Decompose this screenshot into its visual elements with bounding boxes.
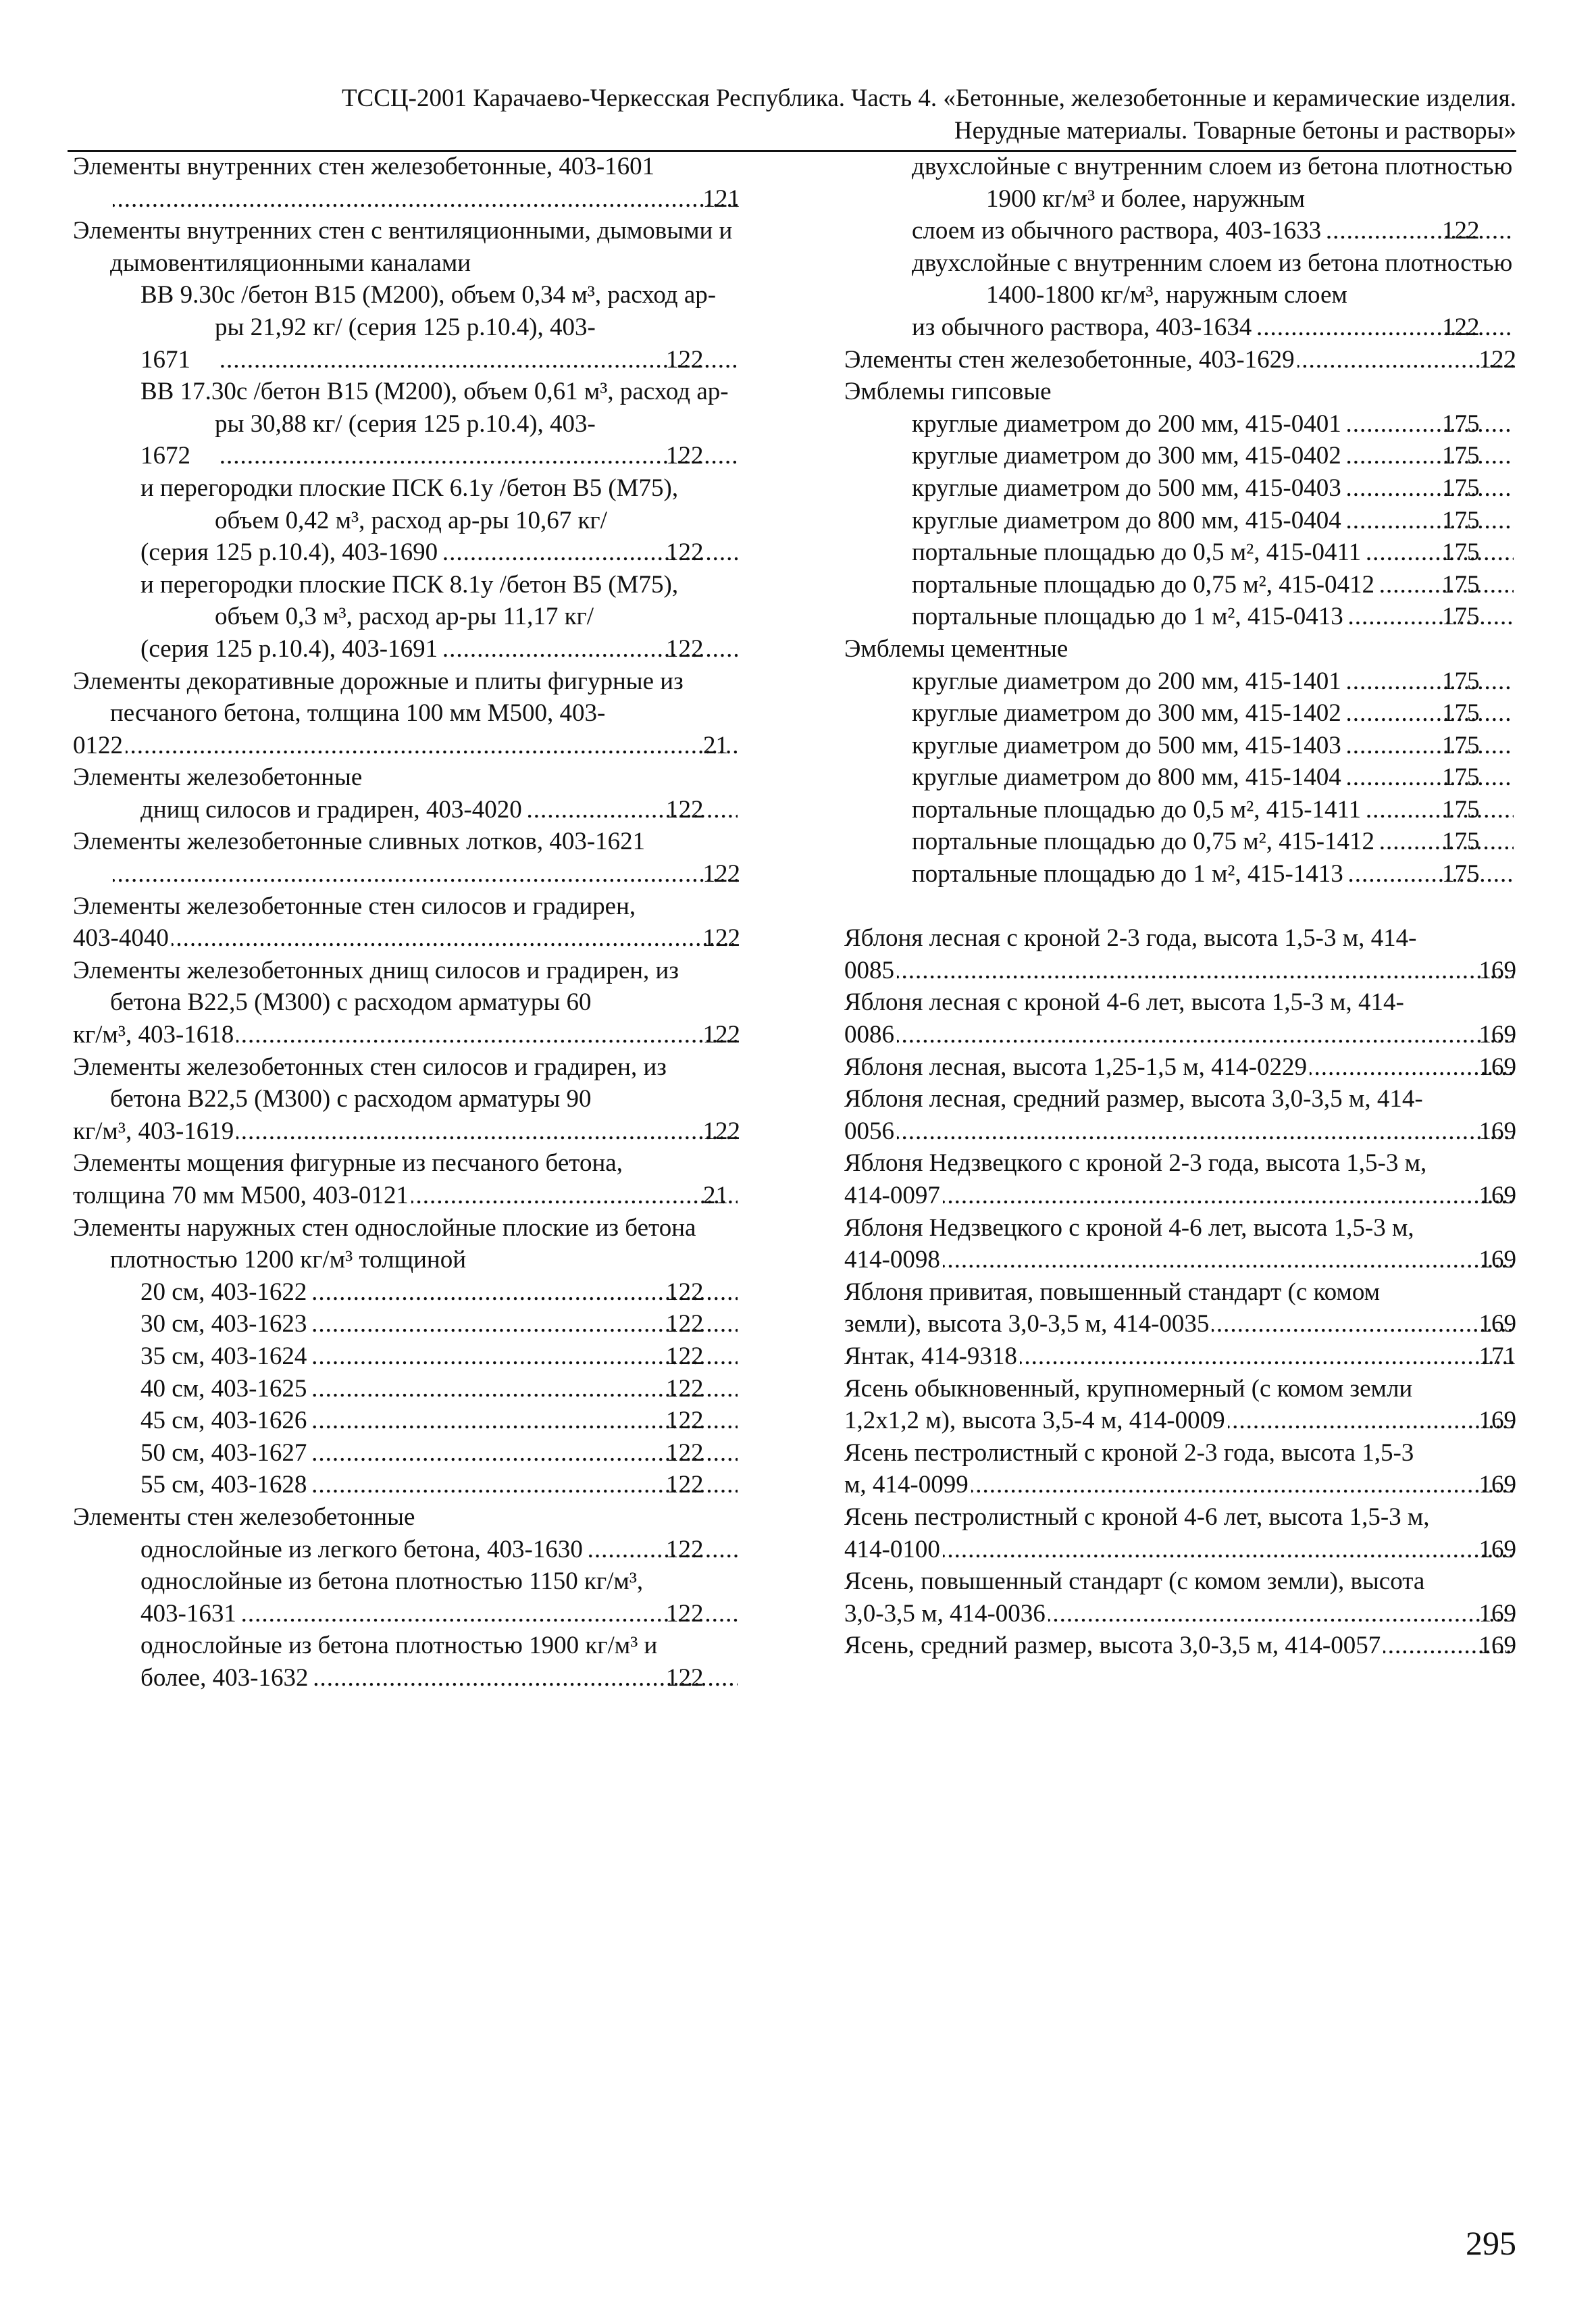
index-entry — [844, 1051, 1516, 1084]
entry-leader-line: портальные площадью до 1 м², 415-0413 ..... 175 — [986, 601, 1516, 633]
index-subentry — [73, 1534, 740, 1566]
dot-leader — [113, 183, 738, 216]
entry-leader-line: 55 см, 403-1628 ..... 122 — [215, 1469, 740, 1501]
entry-text-cont: 403-1631 — [140, 1599, 236, 1628]
page-ref: 169 — [1478, 956, 1516, 984]
entry-text: двухслойные с внутренним слоем из бетона плотностью 1400-1800 кг/м³, наружным слоем — [912, 249, 1513, 309]
index-subentry — [73, 1308, 740, 1340]
index-subentry — [73, 569, 740, 665]
entry-leader-line — [73, 1019, 740, 1051]
index-heading — [73, 761, 740, 794]
entry-text: Ясень, повышенный стандарт (с комом земли), высота — [844, 1567, 1425, 1596]
page-ref: 169 — [1478, 1182, 1516, 1209]
entry-text: Яблоня Недзвецкого с кроной 4-6 лет, высота 1,5-3 м, — [844, 1213, 1414, 1242]
entry-leader-line: (серия 125 р.10.4), 403-1690 ..... 122 — [215, 536, 740, 569]
entry-text: Элементы железобетонных стен силосов и градирен, из бетона В22,5 (М300) с расходом арматуры 90 — [73, 1053, 667, 1113]
entry-leader-line: портальные площадью до 0,5 м², 415-1411 ..... 175 — [986, 794, 1516, 826]
entry-text: 55 см, 403-1628 — [140, 1471, 307, 1499]
page-ref: 169 — [1478, 1471, 1516, 1499]
index-subentry — [73, 472, 740, 569]
entry-text-cont: 0086 — [844, 1021, 894, 1049]
entry-text: 30 см, 403-1623 — [140, 1310, 307, 1338]
index-entry — [844, 1373, 1516, 1437]
entry-leader-line: 50 см, 403-1627 ..... 122 — [215, 1437, 740, 1469]
dot-leader — [1344, 440, 1514, 472]
index-subentry — [844, 408, 1516, 441]
entry-leader-line — [110, 183, 740, 216]
index-entry — [844, 1565, 1516, 1630]
dot-leader — [897, 1019, 1514, 1051]
dot-leader — [1020, 1340, 1514, 1373]
entry-text-cont: 0085 — [844, 956, 894, 984]
running-header-line1: ТССЦ-2001 Карачаево-Черкесская Республика. Часть 4. «Бетонные, железобетонные и керамические изделия. — [341, 84, 1516, 112]
entry-leader-line: круглые диаметром до 200 мм, 415-0401 ..... 175 — [986, 408, 1516, 441]
page-number: 295 — [1466, 2224, 1516, 2262]
dot-leader — [1344, 761, 1514, 794]
entry-text: Элементы декоративные дорожные и плиты фигурные из песчаного бетона, толщина 100 мм М500, 403- — [73, 667, 684, 728]
dot-leader — [971, 1469, 1514, 1501]
page-ref: 122 — [702, 1117, 740, 1145]
page-ref: 121 — [702, 184, 740, 213]
page-ref: 169 — [1478, 1632, 1516, 1660]
dot-leader — [1344, 505, 1514, 537]
dot-leader — [1344, 665, 1514, 698]
index-subentry — [844, 858, 1516, 890]
index-subentry — [73, 1340, 740, 1373]
entry-leader-line: 30 см, 403-1623 ..... 122 — [215, 1308, 740, 1340]
dot-leader — [1346, 601, 1514, 633]
entry-text-cont: 0122 — [73, 731, 123, 759]
dot-leader — [217, 344, 738, 376]
index-entry — [844, 1501, 1516, 1565]
dot-leader — [1364, 536, 1514, 569]
entry-leader-line: круглые диаметром до 800 мм, 415-0404 ..... 175 — [986, 505, 1516, 537]
dot-leader — [1364, 794, 1514, 826]
index-heading — [73, 215, 740, 279]
index-subentry — [844, 247, 1516, 344]
entry-leader-line: 20 см, 403-1622 ..... 122 — [215, 1276, 740, 1309]
entry-text: Элементы стен железобетонные — [73, 1503, 415, 1531]
entry-text: круглые диаметром до 200 мм, 415-1401 — [912, 667, 1341, 695]
entry-leader-line: круглые диаметром до 800 мм, 415-1404 ..... 175 — [986, 761, 1516, 794]
entry-text: и перегородки плоские ПСК 6.1у /бетон В5 (М75), объем 0,42 м³, расход ар-ры 10,67 кг/ — [140, 474, 679, 534]
entry-leader-line — [73, 1115, 740, 1148]
dot-leader — [1344, 408, 1514, 441]
index-subentry — [844, 730, 1516, 762]
entry-leader-line: круглые диаметром до 300 мм, 415-1402 ..... 175 — [986, 697, 1516, 730]
dot-leader — [897, 955, 1514, 987]
entry-text: Янтак, 414-9318 — [844, 1342, 1017, 1370]
index-heading — [844, 633, 1516, 665]
entry-text-cont: 3,0-3,5 м, 414-0036 — [844, 1599, 1046, 1628]
entry-text-cont: 414-0100 — [844, 1535, 940, 1563]
entry-text: Яблоня привитая, повышенный стандарт (с комом — [844, 1278, 1381, 1306]
dot-leader — [217, 440, 738, 472]
entry-text-cont: 414-0098 — [844, 1246, 940, 1274]
index-entry — [844, 1212, 1516, 1276]
entry-leader-line: днищ силосов и градирен, 403-4020 ..... 122 — [215, 794, 740, 826]
entry-leader-line — [844, 1308, 1516, 1340]
index-entry — [844, 922, 1516, 986]
page-ref: 122 — [1478, 345, 1516, 374]
entry-text-cont: 0056 — [844, 1117, 894, 1145]
entry-leader-line: 35 см, 403-1624 ..... 122 — [215, 1340, 740, 1373]
index-entry — [73, 151, 740, 215]
entry-leader-line: портальные площадью до 0,75 м², 415-1412 ..... 175 — [986, 826, 1516, 858]
entry-text: портальные площадью до 1 м², 415-1413 — [912, 860, 1343, 888]
entry-leader-line — [844, 1051, 1516, 1084]
entry-text-cont: (серия 125 р.10.4), 403-1691 — [140, 634, 438, 663]
page-ref: 169 — [1478, 1407, 1516, 1435]
dot-leader — [586, 1534, 738, 1566]
index-subentry — [73, 279, 740, 376]
index-entry — [73, 1051, 740, 1148]
entry-text: Яблоня лесная, высота 1,25-1,5 м, 414-0229 — [844, 1053, 1307, 1081]
running-header-line2: Нерудные материалы. Товарные бетоны и растворы» — [954, 117, 1516, 145]
dot-leader — [239, 1598, 738, 1630]
entry-text: 35 см, 403-1624 — [140, 1342, 307, 1370]
index-subentry — [844, 536, 1516, 569]
entry-leader-line — [844, 1180, 1516, 1212]
entry-leader-line: слоем из обычного раствора, 403-1633 ..... 122 — [986, 215, 1516, 247]
entry-text: круглые диаметром до 800 мм, 415-0404 — [912, 506, 1341, 534]
index-column-left — [73, 151, 740, 1694]
entry-text: 50 см, 403-1627 — [140, 1438, 307, 1467]
entry-leader-line: круглые диаметром до 200 мм, 415-1401 ..... 175 — [986, 665, 1516, 698]
entry-text: Элементы внутренних стен железобетонные, 403-1601 — [73, 153, 655, 180]
entry-text: Ясень пестролистный с кроной 4-6 лет, высота 1,5-3 м, — [844, 1503, 1430, 1531]
index-entry — [844, 1630, 1516, 1662]
page-ref: 171 — [1478, 1342, 1516, 1370]
entry-text: 40 см, 403-1625 — [140, 1374, 307, 1403]
index-subentry — [73, 1630, 740, 1694]
page-ref: 169 — [1478, 1246, 1516, 1274]
entry-text: однослойные из легкого бетона, 403-1630 — [140, 1535, 583, 1563]
entry-text: ВВ 17.30с /бетон В15 (М200), объем 0,61 м³, расход ар-ры 30,88 кг/ (серия 125 р.10.4), 403- — [140, 378, 729, 438]
entry-leader-line — [844, 1598, 1516, 1630]
index-subentry — [73, 1565, 740, 1630]
entry-leader-line: портальные площадью до 1 м², 415-1413 ..... 175 — [986, 858, 1516, 890]
page-ref: 122 — [702, 1021, 740, 1049]
index-heading — [73, 1501, 740, 1534]
entry-text-cont: (серия 125 р.10.4), 403-1690 — [140, 538, 438, 567]
page-ref: 169 — [1478, 1535, 1516, 1563]
index-entry — [73, 955, 740, 1051]
index-entry — [73, 665, 740, 762]
index-subentry — [844, 151, 1516, 247]
entry-leader-line: круглые диаметром до 500 мм, 415-1403 ..... 175 — [986, 730, 1516, 762]
page-ref: 122 — [702, 860, 740, 888]
entry-text: Элементы наружных стен однослойные плоские из бетона плотностью 1200 кг/м³ толщиной — [73, 1213, 696, 1274]
index-subentry — [844, 794, 1516, 826]
dot-leader — [943, 1180, 1514, 1212]
dot-leader — [943, 1534, 1514, 1566]
dot-leader — [1344, 730, 1514, 762]
entry-leader-line — [844, 1340, 1516, 1373]
entry-text: Яблоня лесная с кроной 4-6 лет, высота 1,5-3 м, 414- — [844, 988, 1404, 1017]
entry-text-cont: толщина 70 мм М500, 403-0121 — [73, 1182, 409, 1209]
index-entry — [844, 986, 1516, 1051]
entry-leader-line: из обычного раствора, 403-1634 ..... 122 — [986, 311, 1516, 344]
dot-leader — [411, 1180, 738, 1212]
entry-text: однослойные из бетона плотностью 1150 кг/м³, — [140, 1567, 644, 1596]
entry-text-cont: м, 414-0099 — [844, 1471, 969, 1499]
entry-text: Эмблемы гипсовые — [844, 378, 1052, 406]
dot-leader — [1344, 472, 1514, 505]
index-subentry — [73, 1276, 740, 1309]
entry-leader-line: 1672 ..... 122 — [215, 440, 740, 472]
entry-text: Элементы железобетонные сливных лотков, 403-1621 — [73, 828, 646, 856]
entry-text: и перегородки плоские ПСК 8.1у /бетон В5 (М75), объем 0,3 м³, расход ар-ры 11,17 кг/ — [140, 570, 679, 631]
entry-leader-line — [844, 1469, 1516, 1501]
dot-leader — [1324, 215, 1514, 247]
entry-leader-line: круглые диаметром до 500 мм, 415-0403 ..... 175 — [986, 472, 1516, 505]
entry-text: портальные площадью до 0,75 м², 415-1412 — [912, 828, 1375, 856]
entry-leader-line: 45 см, 403-1626 ..... 122 — [215, 1405, 740, 1437]
entry-text-cont: 403-4040 — [73, 924, 169, 953]
page-ref: 169 — [1478, 1021, 1516, 1049]
entry-text-cont: 1,2х1,2 м), высота 3,5-4 м, 414-0009 — [844, 1407, 1225, 1435]
entry-leader-line: 40 см, 403-1625 ..... 122 — [215, 1373, 740, 1405]
entry-text-cont: более, 403-1632 — [140, 1663, 309, 1692]
entry-text: 20 см, 403-1622 — [140, 1278, 307, 1306]
entry-text: Элементы железобетонные стен силосов и градирен, — [73, 892, 636, 920]
entry-leader-line: толщина 70 мм М500, 403-0121 ..... 21 — [110, 1180, 740, 1212]
entry-text: Ясень обыкновенный, крупномерный (с комом земли — [844, 1374, 1413, 1403]
index-entry — [844, 1437, 1516, 1501]
index-subentry — [73, 1373, 740, 1405]
page-ref: 169 — [1478, 1053, 1516, 1081]
entry-text-cont: кг/м³, 403-1619 — [73, 1117, 234, 1145]
index-subentry — [73, 1469, 740, 1501]
index-entry — [844, 344, 1516, 376]
entry-text: Элементы внутренних стен с вентиляционными, дымовыми и дымовентиляционными каналами — [73, 217, 733, 277]
index-entry — [73, 1147, 740, 1211]
entry-text-cont: из обычного раствора, 403-1634 — [912, 313, 1252, 341]
entry-leader-line: портальные площадью до 0,75 м², 415-0412 ..... 175 — [986, 569, 1516, 601]
entry-text: Элементы мощения фигурные из песчаного бетона, — [73, 1149, 623, 1178]
entry-text: Яблоня Недзвецкого с кроной 2-3 года, высота 1,5-3 м, — [844, 1149, 1427, 1178]
entry-text-cont: земли), высота 3,0-3,5 м, 414-0035 — [844, 1310, 1210, 1338]
entry-leader-line — [844, 1115, 1516, 1148]
entry-text-cont: 414-0097 — [844, 1182, 940, 1209]
entry-leader-line: 403-1631 ..... 122 — [215, 1598, 740, 1630]
index-subentry — [844, 440, 1516, 472]
entry-text: Яблоня лесная, средний размер, высота 3,0-3,5 м, 414- — [844, 1085, 1423, 1113]
entry-text: Элементы железобетонных днищ силосов и градирен, из бетона В22,5 (М300) с расходом арматуры 60 — [73, 956, 679, 1017]
entry-text: портальные площадью до 0,5 м², 415-1411 — [912, 795, 1362, 824]
index-subentry — [73, 794, 740, 826]
index-subentry — [73, 376, 740, 472]
dot-leader — [172, 922, 738, 955]
entry-text: Эмблемы цементные — [844, 634, 1069, 663]
entry-leader-line: 0122 ..... 21 — [110, 730, 740, 762]
entry-leader-line — [844, 955, 1516, 987]
entry-leader-line — [844, 1630, 1516, 1662]
index-subentry — [844, 826, 1516, 858]
index-heading — [844, 376, 1516, 408]
dot-leader — [1346, 858, 1514, 890]
index-subentry — [844, 761, 1516, 794]
entry-leader-line: более, 403-1632 ..... 122 — [215, 1662, 740, 1694]
entry-text-cont: кг/м³, 403-1618 — [73, 1021, 234, 1049]
page-ref: 169 — [1478, 1599, 1516, 1628]
index-subentry — [844, 665, 1516, 698]
dot-leader — [1344, 697, 1514, 730]
entry-text: ВВ 9.30с /бетон В15 (М200), объем 0,34 м³, расход ар-ры 21,92 кг/ (серия 125 р.10.4), 403- — [140, 281, 717, 341]
entry-text: портальные площадью до 1 м², 415-0413 — [912, 603, 1343, 631]
entry-leader-line — [844, 1534, 1516, 1566]
page-ref: 169 — [1478, 1310, 1516, 1338]
entry-leader-line — [110, 858, 740, 890]
entry-leader-line — [844, 1405, 1516, 1437]
page-ref: 122 — [702, 924, 740, 953]
dot-leader — [897, 1115, 1514, 1148]
entry-leader-line: (серия 125 р.10.4), 403-1691 ..... 122 — [215, 633, 740, 665]
index-subentry — [844, 601, 1516, 633]
entry-text-cont: слоем из обычного раствора, 403-1633 — [912, 217, 1322, 245]
index-entry — [73, 890, 740, 955]
entry-text: круглые диаметром до 300 мм, 415-0402 — [912, 442, 1341, 470]
entry-text: круглые диаметром до 300 мм, 415-1402 — [912, 699, 1341, 728]
entry-text: круглые диаметром до 200 мм, 415-0401 — [912, 409, 1341, 438]
entry-text: портальные площадью до 0,5 м², 415-0411 — [912, 538, 1362, 567]
entry-leader-line: круглые диаметром до 300 мм, 415-0402 ..... 175 — [986, 440, 1516, 472]
entry-text: круглые диаметром до 500 мм, 415-0403 — [912, 474, 1341, 502]
entry-text: Ясень, средний размер, высота 3,0-3,5 м, 414-0057 — [844, 1632, 1381, 1660]
page-ref: 169 — [1478, 1117, 1516, 1145]
index-heading — [73, 1212, 740, 1276]
index-column-right — [844, 151, 1516, 1662]
entry-text: однослойные из бетона плотностью 1900 кг/м³ и — [140, 1632, 658, 1660]
entry-leader-line — [844, 344, 1516, 376]
entry-text: двухслойные с внутренним слоем из бетона плотностью 1900 кг/м³ и более, наружным — [912, 153, 1513, 213]
dot-leader — [943, 1244, 1514, 1276]
entry-text: Яблоня лесная с кроной 2-3 года, высота 1,5-3 м, 414- — [844, 924, 1417, 953]
entry-text: Элементы стен железобетонные, 403-1629 — [844, 345, 1295, 374]
entry-leader-line: 1671 ..... 122 — [215, 344, 740, 376]
entry-text: 45 см, 403-1626 — [140, 1407, 307, 1435]
index-subentry — [73, 1405, 740, 1437]
index-entry — [844, 1276, 1516, 1340]
entry-leader-line: портальные площадью до 0,5 м², 415-0411 ..... 175 — [986, 536, 1516, 569]
index-entry — [73, 826, 740, 890]
index-entry — [844, 1340, 1516, 1373]
entry-text: портальные площадью до 0,75 м², 415-0412 — [912, 570, 1375, 599]
entry-leader-line — [844, 1019, 1516, 1051]
entry-leader-line — [73, 922, 740, 955]
entry-leader-line: однослойные из легкого бетона, 403-1630 ..... 122 — [215, 1534, 740, 1566]
entry-text: днищ силосов и градирен, 403-4020 — [140, 795, 522, 824]
index-subentry — [73, 1437, 740, 1469]
index-entry — [844, 1147, 1516, 1211]
dot-leader — [113, 858, 738, 890]
entry-text: круглые диаметром до 500 мм, 415-1403 — [912, 731, 1341, 759]
dot-leader — [236, 1115, 737, 1148]
dot-leader — [1212, 1308, 1513, 1340]
entry-text: Ясень пестролистный с кроной 2-3 года, высота 1,5-3 — [844, 1438, 1414, 1467]
dot-leader — [1048, 1598, 1514, 1630]
dot-leader — [525, 794, 738, 826]
entry-text: круглые диаметром до 800 мм, 415-1404 — [912, 763, 1341, 792]
dot-leader — [126, 730, 738, 762]
entry-text: Элементы железобетонные — [73, 763, 363, 792]
dot-leader — [236, 1019, 737, 1051]
index-subentry — [844, 569, 1516, 601]
index-subentry — [844, 505, 1516, 537]
index-subentry — [844, 697, 1516, 730]
index-subentry — [844, 472, 1516, 505]
running-header — [68, 82, 1516, 147]
entry-leader-line — [844, 1244, 1516, 1276]
index-entry — [844, 1083, 1516, 1147]
dot-leader — [1228, 1405, 1514, 1437]
